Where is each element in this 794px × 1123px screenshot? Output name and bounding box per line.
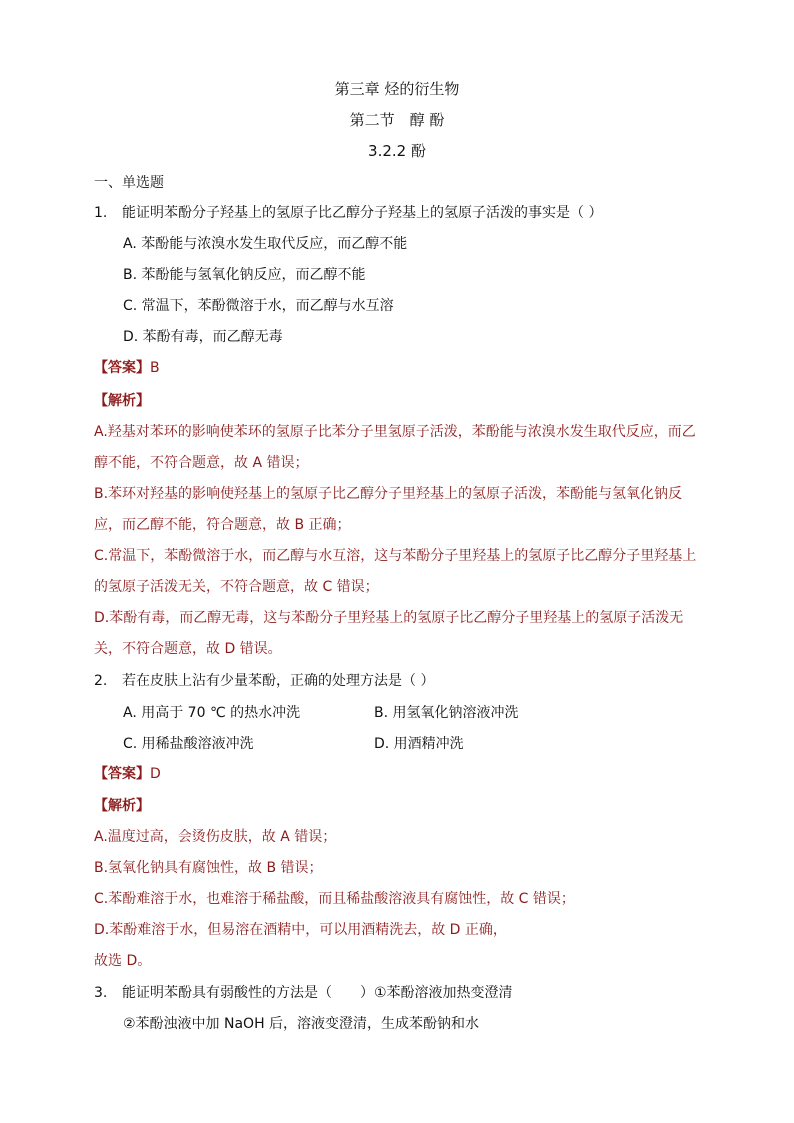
question-1-number: 1. [94, 205, 108, 221]
question-3-line-2: ②苯酚浊液中加 NaOH 后，溶液变澄清，生成苯酚钠和水 [123, 1016, 480, 1032]
q1-answer-label: 【答案】 [94, 360, 150, 376]
q2-analysis-line: 故选 D。 [94, 953, 152, 969]
section-title: 第二节 醇 酚 [349, 111, 445, 129]
q2-option-a: A. 用高于 70 ℃ 的热水冲洗 [123, 705, 301, 721]
question-2-stem [94, 672, 434, 690]
q1-option-c: C. 常温下，苯酚微溶于水，而乙醇与水互溶 [123, 298, 394, 314]
q1-analysis-line: D.苯酚有毒，而乙醇无毒，这与苯酚分子里羟基上的氢原子比乙醇分子里羟基上的氢原子活泼无 [94, 610, 684, 626]
chapter-title: 第三章 烃的衍生物 [334, 80, 460, 98]
part-title: 一、单选题 [94, 175, 164, 191]
question-3-number: 3. [94, 985, 108, 1001]
q2-analysis-line: A.温度过高，会烫伤皮肤，故 A 错误； [94, 829, 337, 845]
question-1-stem [94, 204, 602, 222]
q1-analysis-line: A.羟基对苯环的影响使苯环的氢原子比苯分子里氢原子活泼，苯酚能与浓溴水发生取代反应，而乙 [94, 424, 696, 440]
q1-option-b: B. 苯酚能与氢氧化钠反应，而乙醇不能 [123, 267, 366, 283]
question-3-stem [94, 984, 513, 1002]
q2-option-b: B. 用氢氧化钠溶液冲洗 [374, 705, 519, 721]
q2-analysis-label: 【解析】 [94, 798, 150, 814]
q2-answer-label: 【答案】 [94, 766, 150, 782]
question-2-number: 2. [94, 673, 108, 689]
q1-analysis-line: 的氢原子活泼无关，不符合题意，故 C 错误； [94, 579, 379, 595]
q1-analysis-line: B.苯环对羟基的影响使羟基上的氢原子比乙醇分子里羟基上的氢原子活泼，苯酚能与氢氧化钠反 [94, 486, 683, 502]
lesson-title: 3.2.2 酚 [368, 142, 426, 160]
q1-analysis-line: 醇不能，不符合题意，故 A 错误； [94, 455, 309, 471]
q1-analysis-label: 【解析】 [94, 393, 150, 409]
q1-answer [94, 359, 160, 377]
q2-option-d: D. 用酒精冲洗 [374, 736, 464, 752]
q2-analysis-line: D.苯酚难溶于水，但易溶在酒精中，可以用酒精洗去，故 D 正确， [94, 922, 507, 938]
q1-analysis-line: C.常温下，苯酚微溶于水，而乙醇与水互溶，这与苯酚分子里羟基上的氢原子比乙醇分子里羟基上 [94, 548, 697, 564]
q2-analysis-line: C.苯酚难溶于水，也难溶于稀盐酸，而且稀盐酸溶液具有腐蚀性，故 C 错误； [94, 891, 575, 907]
q1-analysis-line: 应，而乙醇不能，符合题意，故 B 正确； [94, 517, 351, 533]
question-1-text: 能证明苯酚分子羟基上的氢原子比乙醇分子羟基上的氢原子活泼的事实是（ ） [122, 205, 603, 221]
q1-option-d: D. 苯酚有毒，而乙醇无毒 [123, 329, 283, 345]
q1-answer-value: B [150, 360, 160, 376]
q2-analysis-line: B.氢氧化钠具有腐蚀性，故 B 错误； [94, 860, 323, 876]
question-3-text: 能证明苯酚具有弱酸性的方法是（ ）①苯酚溶液加热变澄清 [122, 985, 513, 1001]
q1-analysis-line: 关，不符合题意，故 D 错误。 [94, 641, 282, 657]
q2-answer [94, 765, 161, 783]
q1-option-a: A. 苯酚能与浓溴水发生取代反应，而乙醇不能 [123, 236, 408, 252]
q2-answer-value: D [150, 766, 161, 782]
q2-option-c: C. 用稀盐酸溶液冲洗 [123, 736, 254, 752]
question-2-text: 若在皮肤上沾有少量苯酚，正确的处理方法是（ ） [122, 673, 435, 689]
